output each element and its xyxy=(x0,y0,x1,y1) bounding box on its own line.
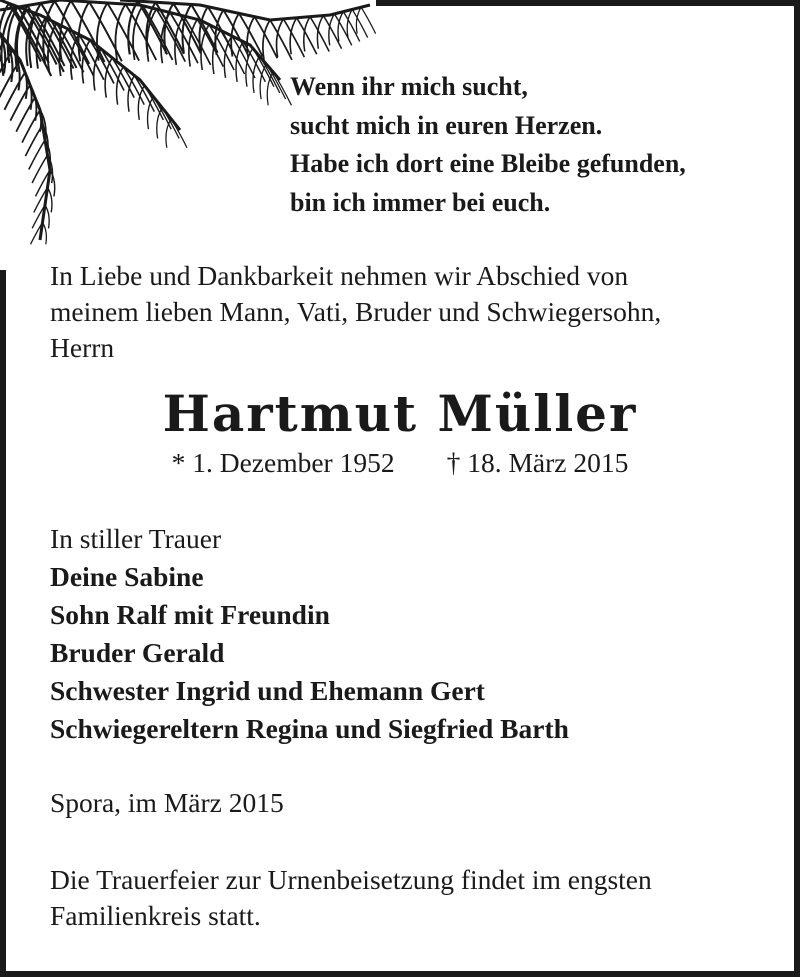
verse-line: Habe ich dort eine Bleibe gefunden, xyxy=(290,149,686,178)
mourner-name: Deine Sabine xyxy=(50,561,204,592)
deceased-name: Hartmut Müller xyxy=(162,384,638,443)
mourner-name: Bruder Gerald xyxy=(50,637,225,668)
funeral-note xyxy=(50,862,770,934)
mourner-name: Schwester Ingrid und Ehemann Gert xyxy=(50,675,485,706)
verse-quote xyxy=(290,68,686,222)
place-and-date: Spora, im März 2015 xyxy=(50,787,284,818)
verse-line: Wenn ihr mich sucht, xyxy=(290,72,528,101)
mourners-lead: In stiller Trauer xyxy=(50,523,222,554)
note-line: Die Trauerfeier zur Urnenbeisetzung findet im engsten xyxy=(50,864,652,895)
mourner-name: Schwiegereltern Regina und Siegfried Barth xyxy=(50,713,569,744)
intro-line: Herrn xyxy=(50,332,115,363)
note-line: Familienkreis statt. xyxy=(50,900,261,931)
farewell-intro xyxy=(50,258,760,366)
intro-line: In Liebe und Dankbarkeit nehmen wir Abschied von xyxy=(50,260,629,291)
mourner-name: Sohn Ralf mit Freundin xyxy=(50,599,330,630)
birth-date: * 1. Dezember 1952 xyxy=(171,447,395,478)
verse-line: bin ich immer bei euch. xyxy=(290,187,551,217)
mourners-list xyxy=(50,520,569,748)
frame-right-border xyxy=(794,0,800,977)
intro-line: meinem lieben Mann, Vati, Bruder und Schwiegersohn, xyxy=(50,296,662,327)
verse-line: sucht mich in euren Herzen. xyxy=(290,110,603,140)
frame-left-border xyxy=(0,270,6,977)
death-date: † 18. März 2015 xyxy=(446,447,629,478)
life-dates xyxy=(0,446,800,480)
frame-top-border xyxy=(376,0,800,6)
frame-bottom-border xyxy=(0,971,800,977)
